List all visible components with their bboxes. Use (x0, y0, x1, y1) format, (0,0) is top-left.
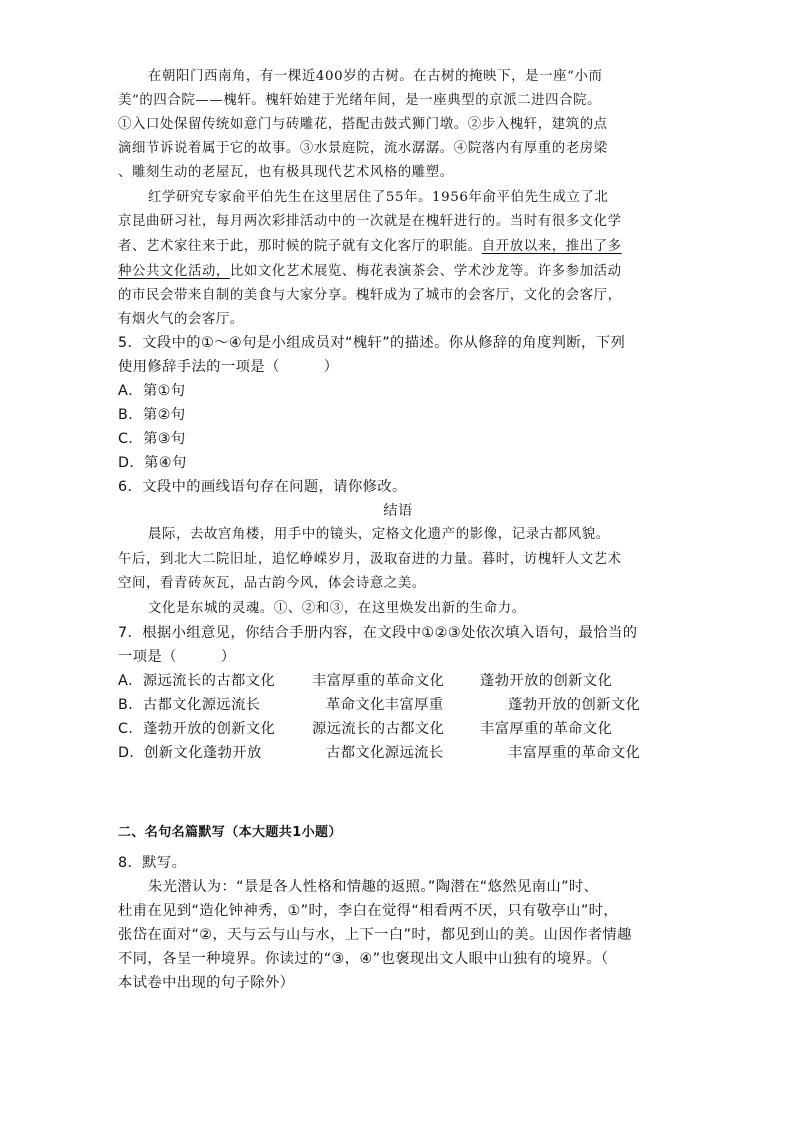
option-part: B．古都文化源远流长 (118, 697, 261, 713)
conclusion-line: 午后，到北大二院旧址，追忆峥嵘岁月，汲取奋进的力量。暮时，访槐轩人文艺术 (118, 552, 622, 567)
passage-line: 滴细节诉说着属于它的故事。③水景庭院，流水潺潺。④院落内有厚重的老房梁 (118, 141, 608, 156)
passage-line (118, 262, 678, 282)
option-part: 蓬勃开放的创新文化 (480, 673, 613, 689)
question-5-option-d: D．第④句 (118, 455, 187, 471)
question-8-label: 8．默写。 (118, 855, 187, 871)
question-5-stem: 使用修辞手法的一项是（ ） (118, 359, 339, 375)
question-8-line: 不同，各呈一种境界。你读过的“③，④”也褒现出文人眼中山独有的境界。（ (118, 951, 609, 967)
passage-line: 有烟火气的会客厅。 (118, 312, 244, 327)
conclusion-title: 结语 (383, 503, 413, 519)
option-part: C．蓬勃开放的创新文化 (118, 721, 276, 737)
passage-line: 红学研究专家俞平伯先生在这里居住了55年。1956年俞平伯先生成立了北 (148, 190, 609, 205)
question-5-option-c: C．第③句 (118, 431, 186, 447)
underlined-sentence: 种公共文化活动， (118, 264, 230, 279)
question-5-stem: 5．文段中的①～④句是小组成员对“槐轩”的描述。你从修辞的角度判断，下列 (118, 335, 626, 351)
passage-line (118, 237, 678, 257)
section-heading: 二、名句名篇默写（本大题共1小题） (118, 825, 342, 840)
question-5-option-b: B．第②句 (118, 407, 186, 423)
question-8-line: 朱光潜认为：“景是各人性格和情趣的返照。”陶潜在“悠然见南山”时、 (148, 879, 599, 895)
passage-line: 在朝阳门西南角，有一棵近400岁的古树。在古树的掩映下，是一座“小而 (148, 69, 603, 84)
underlined-sentence: 自开放以来，推出了多 (481, 239, 622, 254)
passage-line: 、雕刻生动的老屋瓦，也有极具现代艺术风格的雕塑。 (118, 165, 454, 180)
passage-line: 京昆曲研习社，每月两次彩排活动中的一次就是在槐轩进行的。当时有很多文化学 (118, 214, 622, 229)
option-part: 丰富厚重的革命文化 (312, 673, 445, 689)
passage-line: ①入口处保留传统如意门与砖雕花，搭配击鼓式狮门墩。②步入槐轩，建筑的点 (118, 117, 608, 132)
question-7-stem: 一项是（ ） (118, 649, 236, 665)
question-8-line: 张岱在面对“②，天与云与山与水，上下一白”时，都见到山的美。山因作者情趣 (118, 927, 632, 943)
passage-line: 美”的四合院——槐轩。槐轩始建于光绪年间，是一座典型的京派二进四合院。 (118, 93, 602, 108)
question-8-line: 杜甫在见到“造化钟神秀，①”时，李白在觉得“相看两不厌，只有敬亭山”时， (118, 903, 619, 919)
passage-line: 的市民会带来自制的美食与大家分享。槐轩成为了城市的会客厅，文化的会客厅， (118, 288, 622, 303)
conclusion-line: 空间，看青砖灰瓦，品古韵今风，体会诗意之美。 (118, 576, 426, 591)
option-part: 革命文化丰富厚重 (326, 697, 444, 713)
option-part: A．源远流长的古都文化 (118, 673, 276, 689)
passage-text: 者、艺术家往来于此，那时候的院子就有文化客厅的职能。 (118, 239, 482, 254)
option-part: 丰富厚重的革命文化 (480, 721, 613, 737)
passage-text: 比如文化艺术展览、梅花表演茶会、学术沙龙等。许多参加活动 (229, 264, 622, 279)
conclusion-line: 文化是东城的灵魂。①、②和③，在这里焕发出新的生命力。 (148, 601, 526, 616)
conclusion-line: 晨际，去故宫角楼，用手中的镜头，定格文化遗产的影像，记录古都风貌。 (148, 527, 610, 542)
question-6-stem: 6．文段中的画线语句存在问题，请你修改。 (118, 479, 407, 495)
option-part: 丰富厚重的革命文化 (508, 745, 641, 761)
option-part: 古都文化源远流长 (326, 745, 444, 761)
question-8-line: 本试卷中出现的句子除外） (118, 975, 295, 991)
option-part: 源远流长的古都文化 (312, 721, 445, 737)
question-7-stem: 7．根据小组意见，你结合手册内容，在文段中①②③处依次填入语句，最恰当的 (118, 625, 638, 641)
option-part: D．创新文化蓬勃开放 (118, 745, 262, 761)
option-part: 蓬勃开放的创新文化 (508, 697, 641, 713)
question-5-option-a: A．第①句 (118, 383, 186, 399)
